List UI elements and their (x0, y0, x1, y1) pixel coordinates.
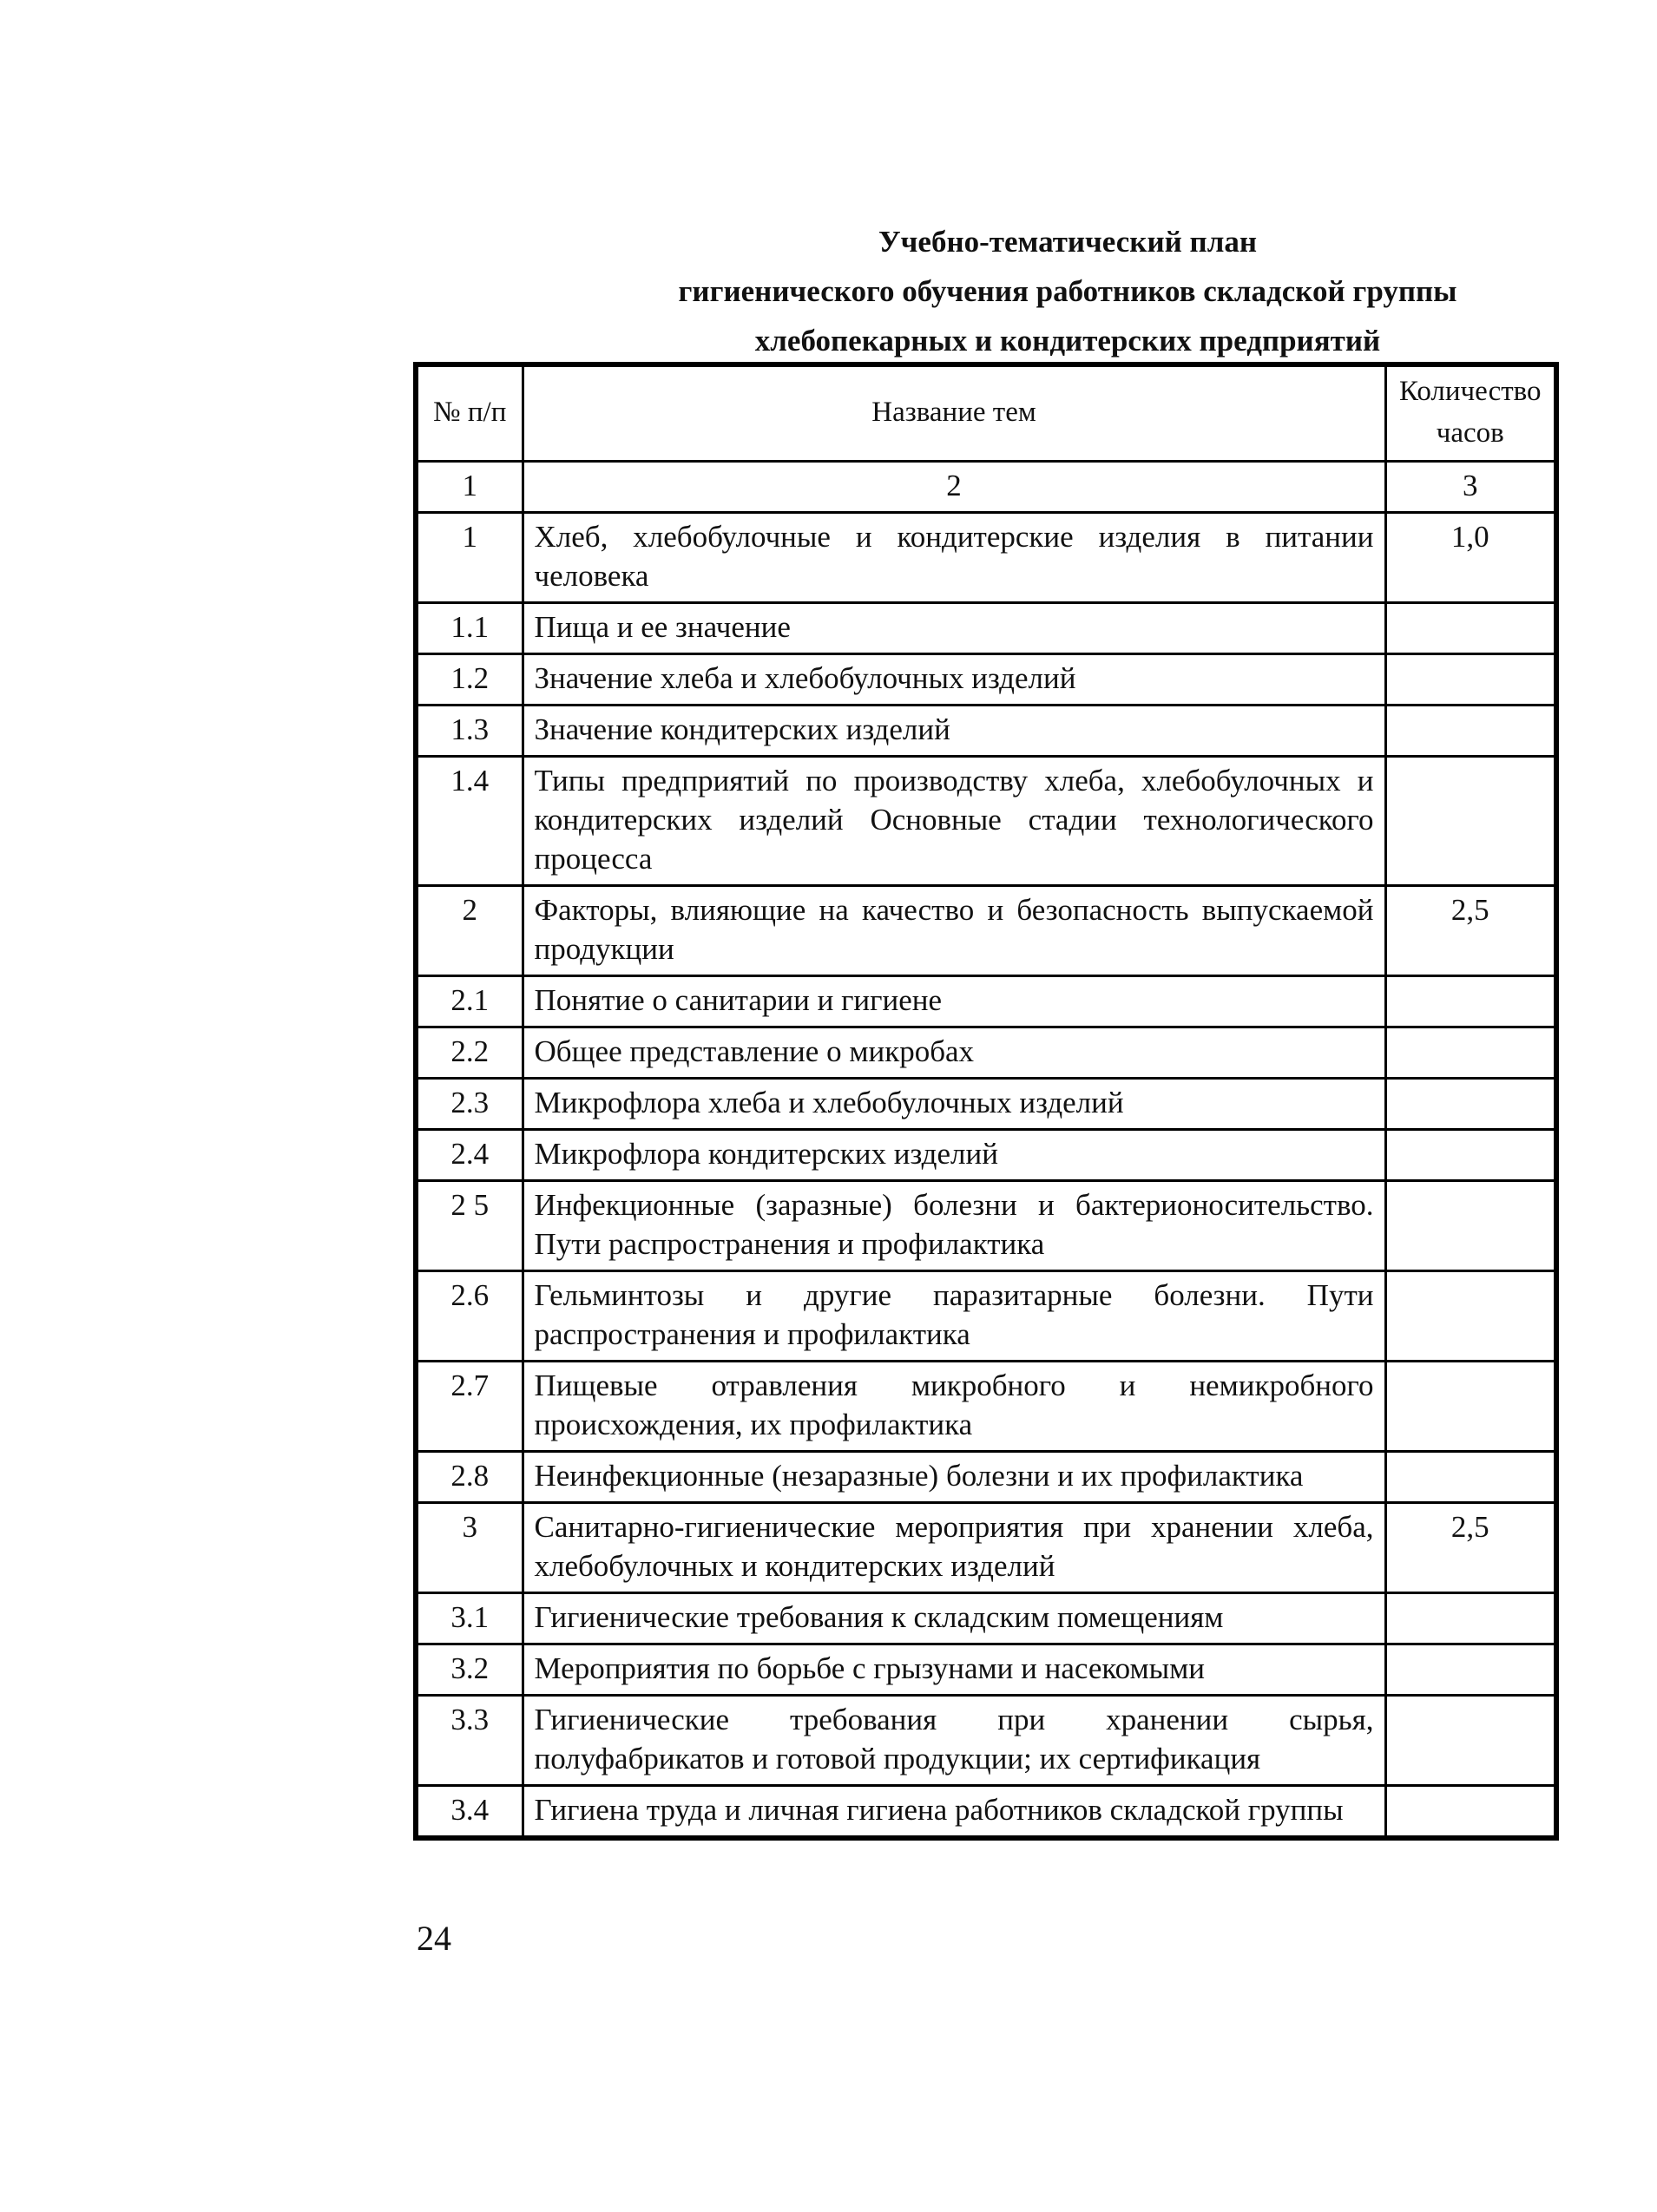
row-topic: Неинфекционные (незаразные) болезни и их профилактика (523, 1452, 1385, 1503)
row-topic: Гельминтозы и другие паразитарные болезни. Пути распространения и профилактика (523, 1271, 1385, 1362)
row-topic: Гигиенические требования к складским помещениям (523, 1593, 1385, 1644)
row-number: 1.1 (416, 603, 523, 654)
row-hours (1385, 1452, 1556, 1503)
row-hours (1385, 1271, 1556, 1362)
title-line-2: гигиенического обучения работников складской группы (678, 274, 1457, 308)
column-number-3: 3 (1385, 462, 1556, 513)
row-topic: Микрофлора хлеба и хлебобулочных изделий (523, 1079, 1385, 1130)
header-hours: Количество часов (1385, 364, 1556, 462)
row-topic: Общее представление о микробах (523, 1027, 1385, 1079)
row-number: 1.3 (416, 706, 523, 757)
row-topic: Пищевые отравления микробного и немикробного происхождения, их профилактика (523, 1362, 1385, 1452)
curriculum-table (413, 362, 1559, 1841)
document-title (417, 217, 1657, 365)
row-hours (1385, 757, 1556, 886)
row-hours: 1,0 (1385, 513, 1556, 603)
row-topic: Пища и ее значение (523, 603, 1385, 654)
table-row (416, 706, 1556, 757)
row-topic: Типы предприятий по производству хлеба, хлебобулочных и кондитерских изделий Основные стадии технологического процесса (523, 757, 1385, 886)
title-line-3: хлебопекарных и кондитерских предприятий (754, 324, 1381, 358)
table-row (416, 1452, 1556, 1503)
row-topic: Гигиена труда и личная гигиена работников складской группы (523, 1786, 1385, 1839)
row-topic: Хлеб, хлебобулочные и кондитерские изделия в питании человека (523, 513, 1385, 603)
row-number: 3.3 (416, 1696, 523, 1786)
row-number: 2.3 (416, 1079, 523, 1130)
row-number: 2.8 (416, 1452, 523, 1503)
table-row (416, 1271, 1556, 1362)
row-topic: Микрофлора кондитерских изделий (523, 1130, 1385, 1181)
row-topic: Понятие о санитарии и гигиене (523, 976, 1385, 1027)
table-row (416, 976, 1556, 1027)
row-topic: Значение кондитерских изделий (523, 706, 1385, 757)
table-row (416, 654, 1556, 706)
table-row (416, 1644, 1556, 1696)
row-hours: 2,5 (1385, 1503, 1556, 1593)
column-number-2: 2 (523, 462, 1385, 513)
row-topic: Значение хлеба и хлебобулочных изделий (523, 654, 1385, 706)
row-topic: Мероприятия по борьбе с грызунами и насекомыми (523, 1644, 1385, 1696)
row-topic: Факторы, влияющие на качество и безопасность выпускаемой продукции (523, 886, 1385, 976)
row-hours (1385, 1786, 1556, 1839)
row-topic: Санитарно-гигиенические мероприятия при хранении хлеба, хлебобулочных и кондитерских изделий (523, 1503, 1385, 1593)
row-number: 2 5 (416, 1181, 523, 1271)
table-row (416, 603, 1556, 654)
table-row (416, 1696, 1556, 1786)
table-row (416, 1786, 1556, 1839)
row-hours (1385, 1362, 1556, 1452)
row-number: 2.1 (416, 976, 523, 1027)
row-hours (1385, 654, 1556, 706)
row-number: 2.2 (416, 1027, 523, 1079)
row-number: 2.7 (416, 1362, 523, 1452)
row-hours (1385, 1130, 1556, 1181)
row-topic: Гигиенические требования при хранении сырья, полуфабрикатов и готовой продукции; их сертификация (523, 1696, 1385, 1786)
table-row (416, 886, 1556, 976)
row-hours (1385, 1644, 1556, 1696)
title-line-1: Учебно-тематический план (878, 225, 1257, 259)
table-row (416, 757, 1556, 886)
table-row (416, 1027, 1556, 1079)
row-number: 1 (416, 513, 523, 603)
row-hours: 2,5 (1385, 886, 1556, 976)
row-hours (1385, 1696, 1556, 1786)
row-number: 2 (416, 886, 523, 976)
column-number-1: 1 (416, 462, 523, 513)
row-number: 2.4 (416, 1130, 523, 1181)
table-header-row (416, 364, 1556, 462)
page-number: 24 (417, 1919, 451, 1958)
row-number: 1.4 (416, 757, 523, 886)
row-number: 1.2 (416, 654, 523, 706)
table-row (416, 1362, 1556, 1452)
row-number: 3.2 (416, 1644, 523, 1696)
row-topic: Инфекционные (заразные) болезни и бактерионосительство. Пути распространения и профилактика (523, 1181, 1385, 1271)
table-row (416, 1181, 1556, 1271)
row-number: 3 (416, 1503, 523, 1593)
row-hours (1385, 1027, 1556, 1079)
row-number: 3.4 (416, 1786, 523, 1839)
table-row (416, 513, 1556, 603)
header-topic: Название тем (523, 364, 1385, 462)
row-hours (1385, 1593, 1556, 1644)
row-hours (1385, 603, 1556, 654)
row-hours (1385, 976, 1556, 1027)
row-hours (1385, 706, 1556, 757)
table-row (416, 1503, 1556, 1593)
row-number: 2.6 (416, 1271, 523, 1362)
table-row (416, 1130, 1556, 1181)
column-number-row (416, 462, 1556, 513)
table-row (416, 1593, 1556, 1644)
table-row (416, 1079, 1556, 1130)
header-num: № п/п (416, 364, 523, 462)
row-number: 3.1 (416, 1593, 523, 1644)
row-hours (1385, 1079, 1556, 1130)
row-hours (1385, 1181, 1556, 1271)
